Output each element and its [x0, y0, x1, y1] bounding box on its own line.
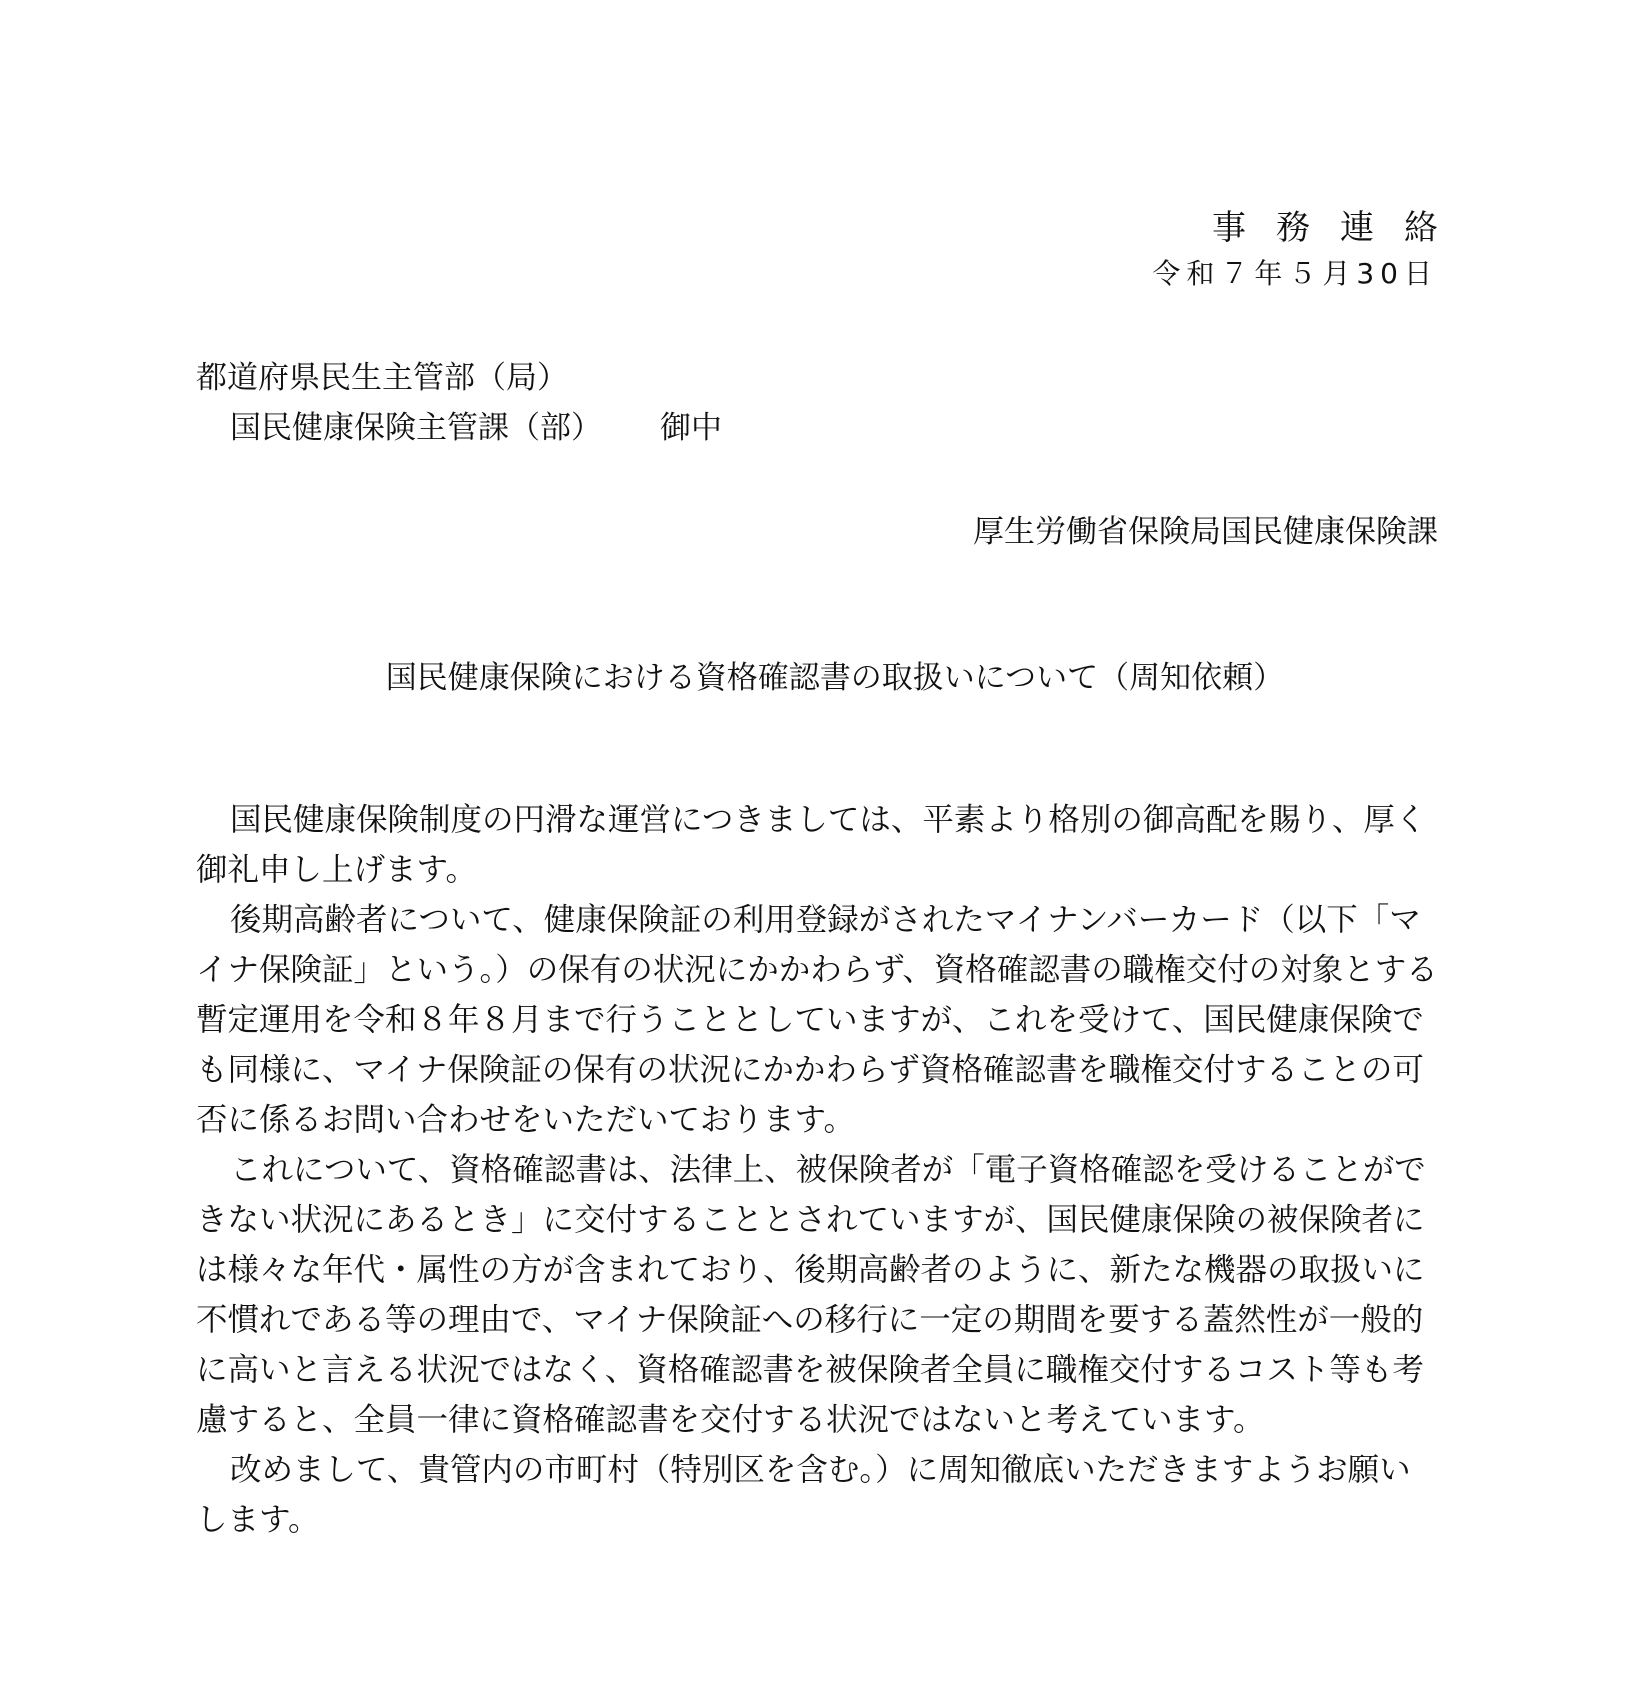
document-body [196, 795, 1442, 1545]
recipient-line-2 [230, 402, 722, 447]
recipient-line-1: 都道府県民生主管部（局） [196, 360, 568, 396]
body-paragraph: 国民健康保険制度の円滑な運営につきましては、平素より格別の御高配を賜り、厚く御礼申し上げます。 [196, 802, 1427, 888]
body-paragraph: 改めまして、貴管内の市町村（特別区を含む。）に周知徹底いただきますようお願いします。 [196, 1452, 1411, 1538]
document-date: 令和７年５月30日 [1152, 257, 1438, 290]
recipient-department: 国民健康保険主管課（部） [230, 410, 602, 446]
document-type-label: 事務連絡 [1212, 208, 1468, 248]
recipient-honorific: 御中 [660, 410, 722, 446]
sender: 厚生労働省保険局国民健康保険課 [973, 514, 1438, 550]
document-subject: 国民健康保険における資格確認書の取扱いについて（周知依頼） [385, 660, 1285, 696]
body-paragraph: 後期高齢者について、健康保険証の利用登録がされたマイナンバーカード（以下「マイナ保険証」という。）の保有の状況にかかわらず、資格確認書の職権交付の対象とする暫定運用を令和８年８月まで行うこととしていますが、これを受けて、国民健康保険でも同様に、マイナ保険証の保有の状況にかかわらず資格確認書を職権交付することの可否に係るお問い合わせをいただいております。 [196, 902, 1438, 1138]
body-paragraph: これについて、資格確認書は、法律上、被保険者が「電子資格確認を受けることができない状況にあるとき」に交付することとされていますが、国民健康保険の被保険者には様々な年代・属性の方が含まれており、後期高齢者のように、新たな機器の取扱いに不慣れである等の理由で、マイナ保険証への移行に一定の期間を要する蓋然性が一般的に高いと言える状況ではなく、資格確認書を被保険者全員に職権交付するコスト等も考慮すると、全員一律に資格確認書を交付する状況ではないと考えています。 [196, 1152, 1426, 1438]
